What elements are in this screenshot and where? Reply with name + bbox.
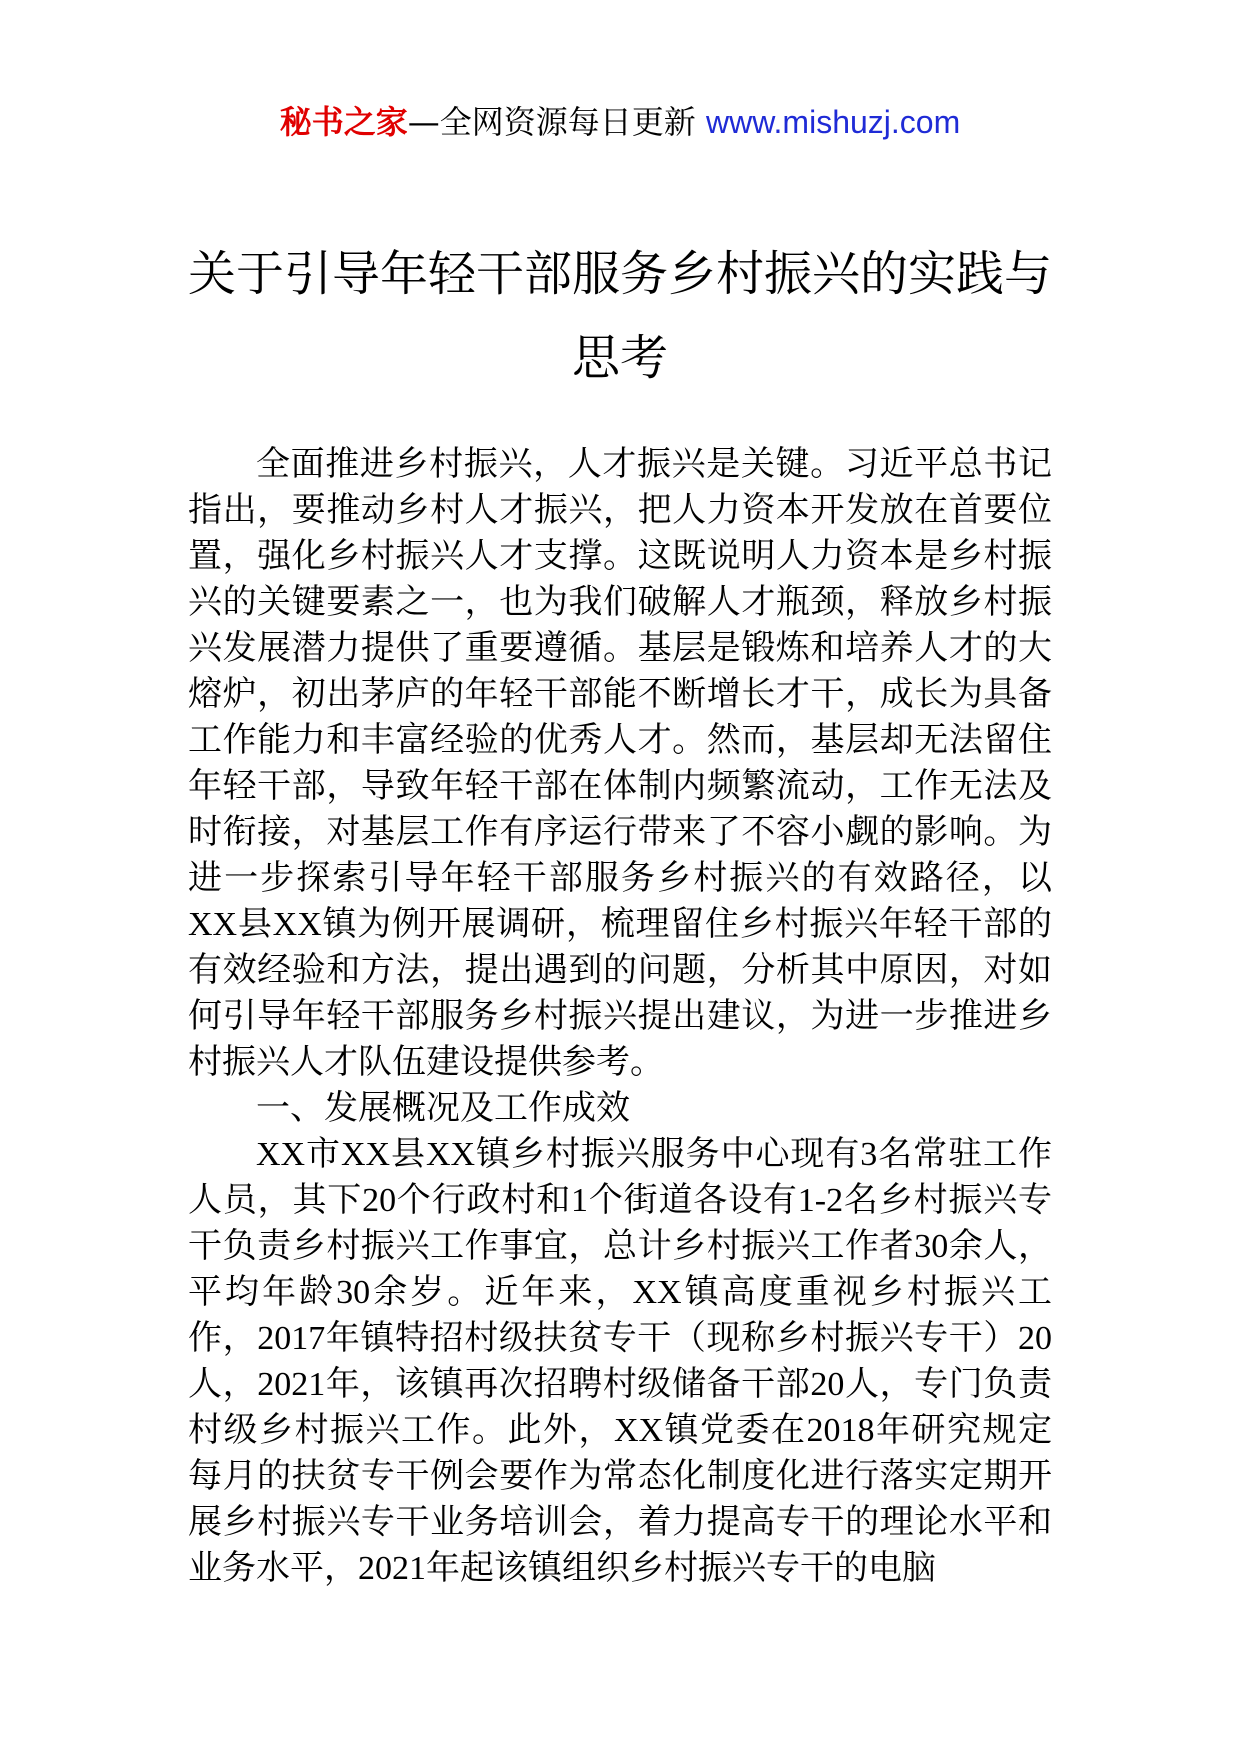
intro-paragraph: 全面推进乡村振兴，人才振兴是关键。习近平总书记指出，要推动乡村人才振兴，把人力资本开发放在首要位置，强化乡村振兴人才支撑。这既说明人力资本是乡村振兴的关键要素之一，也为我们破解人才瓶颈，释放乡村振兴发展潜力提供了重要遵循。基层是锻炼和培养人才的大熔炉，初出茅庐的年轻干部能不断增长才干，成长为具备工作能力和丰富经验的优秀人才。然而，基层却无法留住年轻干部，导致年轻干部在体制内频繁流动，工作无法及时衔接，对基层工作有序运行带来了不容小觑的影响。为进一步探索引导年轻干部服务乡村振兴的有效路径，以XX县XX镇为例开展调研，梳理留住乡村振兴年轻干部的有效经验和方法，提出遇到的问题，分析其中原因，对如何引导年轻干部服务乡村振兴提出建议，为进一步推进乡村振兴人才队伍建设提供参考。	[188, 446, 1052, 1081]
section-heading: 一、发展概况及工作成效	[256, 1090, 630, 1127]
site-brand: 秘书之家	[279, 103, 408, 141]
site-header	[0, 100, 1240, 144]
document-body	[188, 442, 1052, 1592]
site-tagline: —全网资源每日更新	[407, 103, 706, 141]
site-url[interactable]: www.mishuzj.com	[705, 104, 961, 140]
body-paragraph: XX市XX县XX镇乡村振兴服务中心现有3名常驻工作人员，其下20个行政村和1个街道各设有1-2名乡村振兴专干负责乡村振兴工作事宜，总计乡村振兴工作者30余人，平均年龄30余岁。近年来，XX镇高度重视乡村振兴工作，2017年镇特招村级扶贫专干（现称乡村振兴专干）20人，2021年，该镇再次招聘村级储备干部20人，专门负责村级乡村振兴工作。此外，XX镇党委在2018年研究规定每月的扶贫专干例会要作为常态化制度化进行落实定期开展乡村振兴专干业务培训会，着力提高专干的理论水平和业务水平，2021年起该镇组织乡村振兴专干的电脑	[188, 1136, 1052, 1587]
document-title: 关于引导年轻干部服务乡村振兴的实践与思考	[188, 246, 1053, 386]
